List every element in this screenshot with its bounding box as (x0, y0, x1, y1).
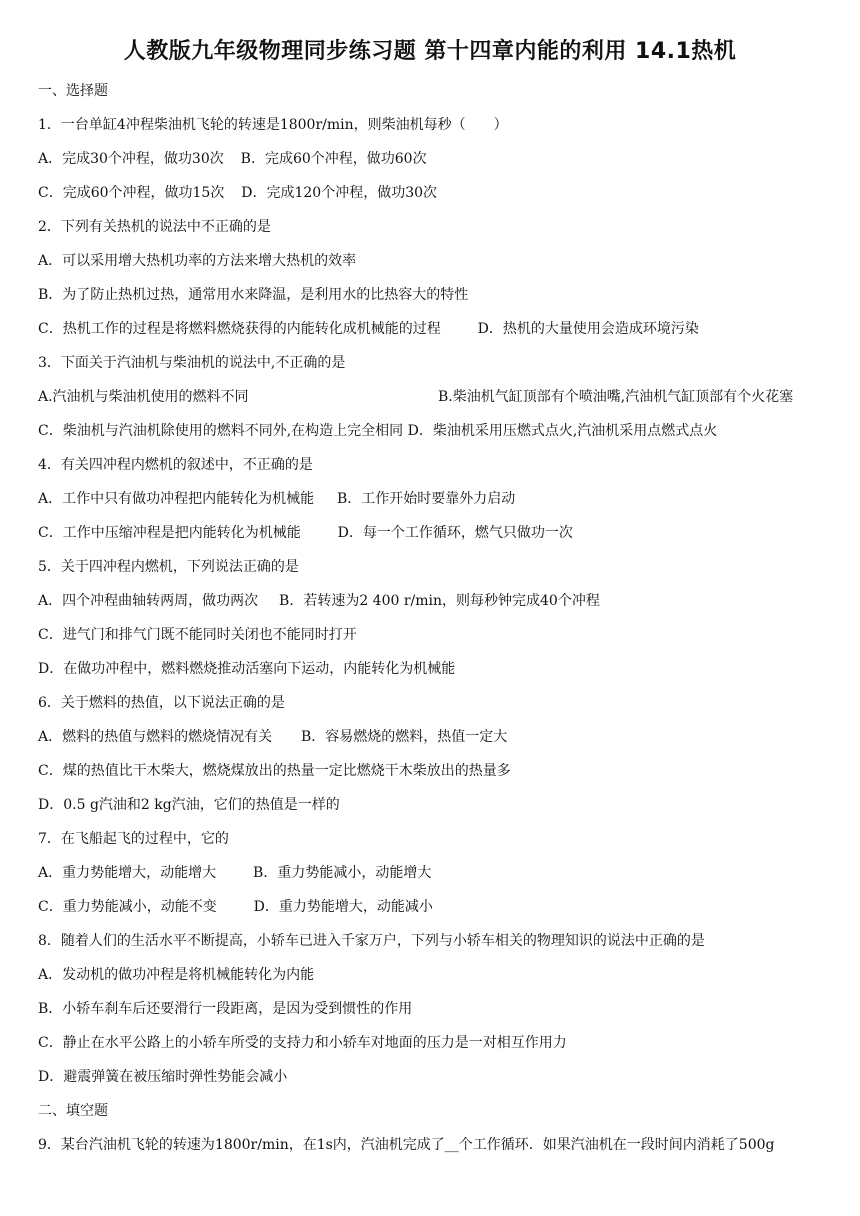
q3-option-c: C．柴油机与汽油机除使用的燃料不同外,在构造上完全相同 (38, 423, 404, 439)
q7-options-row2 (38, 898, 433, 916)
q4-option-a: A．工作中只有做功冲程把内能转化为机械能 (38, 491, 315, 507)
q6-option-b: B．容易燃烧的燃料，热值一定大 (301, 729, 508, 745)
q8-option-b: B．小轿车刹车后还要滑行一段距离，是因为受到惯性的作用 (38, 1001, 413, 1017)
q8-option-a: A．发动机的做功冲程是将机械能转化为内能 (38, 967, 315, 983)
q6-options-row1 (38, 728, 507, 746)
q7-options-row1 (38, 864, 431, 882)
q5-options-row1 (38, 592, 600, 610)
q1-option-b: B．完成60个冲程，做功60次 (240, 151, 427, 167)
q7-option-a: A．重力势能增大，动能增大 (38, 865, 217, 881)
q2-option-b: B．为了防止热机过热，通常用水来降温，是利用水的比热容大的特性 (38, 287, 469, 303)
q2-option-c: C．热机工作的过程是将燃料燃烧获得的内能转化成机械能的过程 (38, 321, 441, 337)
q8-option-c: C．静止在水平公路上的小轿车所受的支持力和小轿车对地面的压力是一对相互作用力 (38, 1035, 567, 1051)
q5-option-d: D．在做功冲程中，燃料燃烧推动活塞向下运动，内能转化为机械能 (38, 661, 456, 677)
q1-stem: 1．一台单缸4冲程柴油机飞轮的转速是1800r/min，则柴油机每秒（ ） (38, 117, 508, 133)
q6-stem: 6．关于燃料的热值，以下说法正确的是 (38, 695, 285, 711)
q3-stem: 3．下面关于汽油机与柴油机的说法中,不正确的是 (38, 355, 346, 371)
q4-options-row2 (38, 524, 573, 542)
q6-option-d: D．0.5 g汽油和2 kg汽油，它们的热值是一样的 (38, 797, 340, 813)
q5-stem: 5．关于四冲程内燃机，下列说法正确的是 (38, 559, 299, 575)
q9-stem: 9．某台汽油机飞轮的转速为1800r/min，在1s内，汽油机完成了__个工作循环．如果汽油机在一段时间内消耗了500g (38, 1137, 775, 1153)
q3-option-a: A.汽油机与柴油机使用的燃料不同 (38, 389, 249, 405)
q2-stem: 2．下列有关热机的说法中不正确的是 (38, 219, 271, 235)
q6-option-c: C．煤的热值比干木柴大，燃烧煤放出的热量一定比燃烧干木柴放出的热量多 (38, 763, 511, 779)
q7-option-c: C．重力势能减小，动能不变 (38, 899, 217, 915)
q4-option-c: C．工作中压缩冲程是把内能转化为机械能 (38, 525, 301, 541)
q6-option-a: A．燃料的热值与燃料的燃烧情况有关 (38, 729, 273, 745)
q4-option-d: D．每一个工作循环，燃气只做功一次 (337, 525, 573, 541)
q2-option-a: A．可以采用增大热机功率的方法来增大热机的效率 (38, 253, 357, 269)
q4-options-row1 (38, 490, 515, 508)
q8-option-d: D．避震弹簧在被压缩时弹性势能会减小 (38, 1069, 288, 1085)
section-heading-fill: 二、填空题 (38, 1103, 108, 1119)
q5-option-b: B．若转速为2 400 r/min，则每秒钟完成40个冲程 (279, 593, 600, 609)
q1-options-row2 (38, 184, 437, 202)
section-heading-choice: 一、选择题 (38, 83, 108, 99)
q3-option-b: B.柴油机气缸顶部有个喷油嘴,汽油机气缸顶部有个火花塞 (438, 389, 794, 405)
q1-option-a: A．完成30个冲程，做功30次 (38, 151, 224, 167)
q5-option-a: A．四个冲程曲轴转两周，做功两次 (38, 593, 259, 609)
q7-stem: 7．在飞船起飞的过程中，它的 (38, 831, 229, 847)
q4-option-b: B．工作开始时要靠外力启动 (337, 491, 516, 507)
q4-stem: 4．有关四冲程内燃机的叙述中，不正确的是 (38, 457, 313, 473)
q2-option-d: D．热机的大量使用会造成环境污染 (477, 321, 699, 337)
q1-options-row1 (38, 150, 427, 168)
q7-option-d: D．重力势能增大，动能减小 (253, 899, 433, 915)
q3-options-row-cd (38, 422, 717, 440)
q5-option-c: C．进气门和排气门既不能同时关闭也不能同时打开 (38, 627, 357, 643)
page-title: 人教版九年级物理同步练习题 第十四章内能的利用 14.1热机 (123, 39, 737, 64)
q3-option-d: D．柴油机采用压燃式点火,汽油机采用点燃式点火 (407, 423, 718, 439)
q7-option-b: B．重力势能减小，动能增大 (253, 865, 432, 881)
q8-stem: 8．随着人们的生活水平不断提高，小轿车已进入千家万户，下列与小轿车相关的物理知识的说法中正确的是 (38, 933, 705, 949)
q1-option-c: C．完成60个冲程，做功15次 (38, 185, 225, 201)
q2-options-row-cd (38, 320, 699, 338)
q1-option-d: D．完成120个冲程，做功30次 (241, 185, 438, 201)
